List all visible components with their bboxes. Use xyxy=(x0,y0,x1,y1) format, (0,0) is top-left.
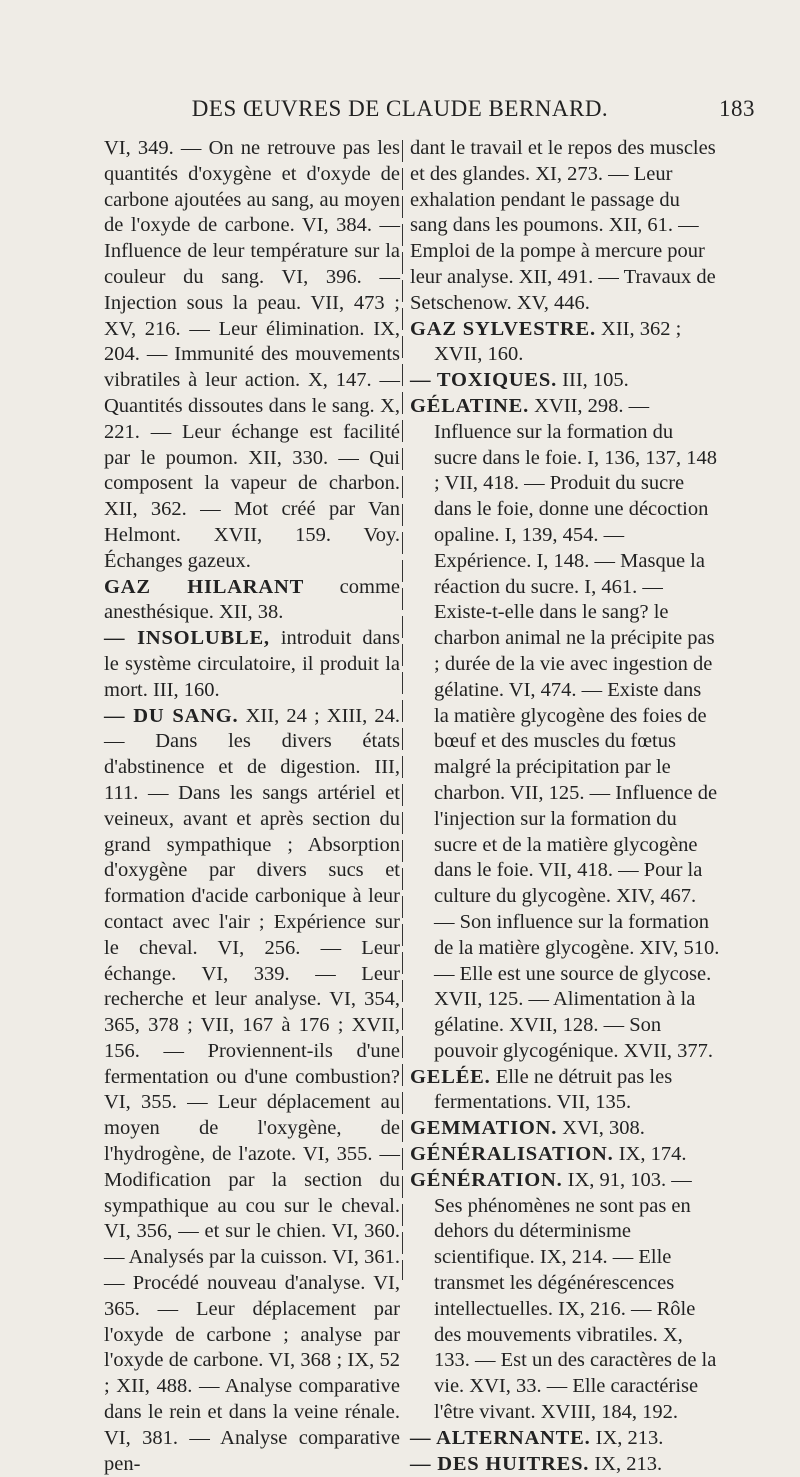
entry-text: IX, 91, 103. — Ses phénomènes ne sont pas en dehors du déterminisme scientifique. IX, 214. — Elle transmet les dégénérescences intellectuelles. IX, 216. — Rôle des mouvements vibratiles. X, 133. — Est un des caractères de la vie. XVI, 33. — Elle caractérise l'être vivant. XVIII, 184, 192. xyxy=(434,1168,717,1424)
page-number: 183 xyxy=(719,96,755,121)
index-entry xyxy=(410,1452,720,1477)
index-entry xyxy=(410,136,720,317)
entry-text: IX, 213. xyxy=(590,1426,664,1449)
index-entry xyxy=(410,368,720,394)
entry-text: Elle ne détruit pas les fermentations. VII, 135. xyxy=(434,1065,673,1114)
index-entry xyxy=(104,575,400,627)
entry-heading: GELÉE. xyxy=(410,1065,491,1088)
entry-text: IX, 213. xyxy=(589,1452,663,1475)
index-entry xyxy=(410,317,720,369)
entry-heading: — TOXIQUES. xyxy=(410,369,558,392)
entry-heading: GÉLATINE. xyxy=(410,394,530,417)
entry-text: introduit dans le système circulatoire, il produit la mort. III, 160. xyxy=(104,627,400,701)
entry-heading: — ALTERNANTE. xyxy=(410,1426,591,1449)
entry-heading: GÉNÉRATION. xyxy=(410,1168,563,1191)
entry-text: XII, 24 ; XIII, 24. — Dans les divers états d'abstinence et de digestion. III, 111. — Dans les sangs artériel et veineux, avant et après section du grand sympathique ; Absorption d'oxygène par divers sucs et formation d'acide carbonique à leur contact avec l'air ; Expérience sur le cheval. VI, 256. — Leur échange. VI, 339. — Leur recherche et leur analyse. VI, 354, 365, 378 ; VII, 167 à 176 ; XVII, 156. — Proviennent-ils d'une fermentation ou d'une combustion? VI, 355. — Leur déplacement au moyen de l'oxygène, de l'hydrogène, de l'azote. VI, 355. — Modification par la section du sympathique au cou sur le cheval. VI, 356, — et sur le chien. VI, 360. — Analysés par la cuisson. VI, 361. — Procédé nouveau d'analyse. VI, 365. — Leur déplacement par l'oxyde de carbone ; analyse par l'oxyde de carbone. VI, 368 ; IX, 52 ; XII, 488. — Analyse comparative dans le rein et dans la veine rénale. VI, 381. — Analyse comparative pen- xyxy=(104,704,400,1475)
entry-heading: GAZ SYLVESTRE. xyxy=(410,317,596,340)
right-column xyxy=(410,136,720,1477)
entry-heading: — DU SANG. xyxy=(104,704,239,727)
entry-text: VI, 349. — On ne retrouve pas les quantités d'oxygène et d'oxyde de carbone ajoutées au sang, au moyen de l'oxyde de carbone. VI, 384. — Influence de leur température sur la couleur du sang. VI, 396. — Injection sous la peau. VII, 473 ; XV, 216. — Leur élimination. IX, 204. — Immunité des mouvements vibratiles à leur action. X, 147. — Quantités dissoutes dans le sang. X, 221. — Leur échange est facilité par le poumon. XII, 330. — Qui composent la vapeur de charbon. XII, 362. — Mot créé par Van Helmont. XVII, 159. Voy. Échanges gazeux. xyxy=(104,137,400,572)
index-entry xyxy=(410,1065,720,1117)
index-entry xyxy=(410,1168,720,1426)
index-entry xyxy=(410,1116,720,1142)
column-divider xyxy=(402,140,403,1280)
entry-text: dant le travail et le repos des muscles et des glandes. XI, 273. — Leur exhalation pendant le passage du sang dans les poumons. XII, 61. — Emploi de la pompe à mercure pour leur analyse. XII, 491. — Travaux de Setschenow. XV, 446. xyxy=(410,137,716,314)
entry-heading: GAZ HILARANT xyxy=(104,575,305,598)
index-entry xyxy=(104,626,400,703)
running-title: DES ŒUVRES DE CLAUDE BERNARD. xyxy=(191,96,609,121)
left-column xyxy=(104,136,400,1477)
entry-text: III, 105. xyxy=(557,369,629,392)
entry-heading: — INSOLUBLE, xyxy=(104,627,270,650)
index-entry xyxy=(410,394,720,1065)
entry-heading: GEMMATION. xyxy=(410,1117,558,1140)
index-entry xyxy=(104,136,400,575)
entry-text: IX, 174. xyxy=(613,1143,687,1166)
entry-text: XVI, 308. xyxy=(557,1117,645,1140)
entry-text: XII, 362 ; XVII, 160. xyxy=(434,317,682,366)
entry-heading: GÉNÉRALISATION. xyxy=(410,1143,614,1166)
entry-text: XVII, 298. — Influence sur la formation du sucre dans le foie. I, 136, 137, 148 ; VII, 418. — Produit du sucre dans le foie, donne une décoction opaline. I, 139, 454. — Expérience. I, 148. — Masque la réaction du sucre. I, 461. — Existe-t-elle dans le sang? le charbon animal ne la précipite pas ; durée de la vie avec ingestion de gélatine. VI, 474. — Existe dans la matière glycogène des foies de bœuf et des muscles du fœtus malgré la précipitation par le charbon. VII, 125. — Influence de l'injection sur la formation du sucre et de la matière glycogène dans le foie. VII, 418. — Pour la culture du glycogène. XIV, 467. — Son influence sur la formation de la matière glycogène. XIV, 510. — Elle est une source de glycose. XVII, 125. — Alimentation à la gélatine. XVII, 128. — Son pouvoir glycogénique. XVII, 377. xyxy=(434,394,720,1062)
index-entry xyxy=(410,1426,720,1452)
entry-heading: — DES HUITRES. xyxy=(410,1452,590,1475)
entry-text: comme anesthésique. XII, 38. xyxy=(104,575,401,624)
index-entry xyxy=(410,1142,720,1168)
index-entry xyxy=(104,704,400,1477)
